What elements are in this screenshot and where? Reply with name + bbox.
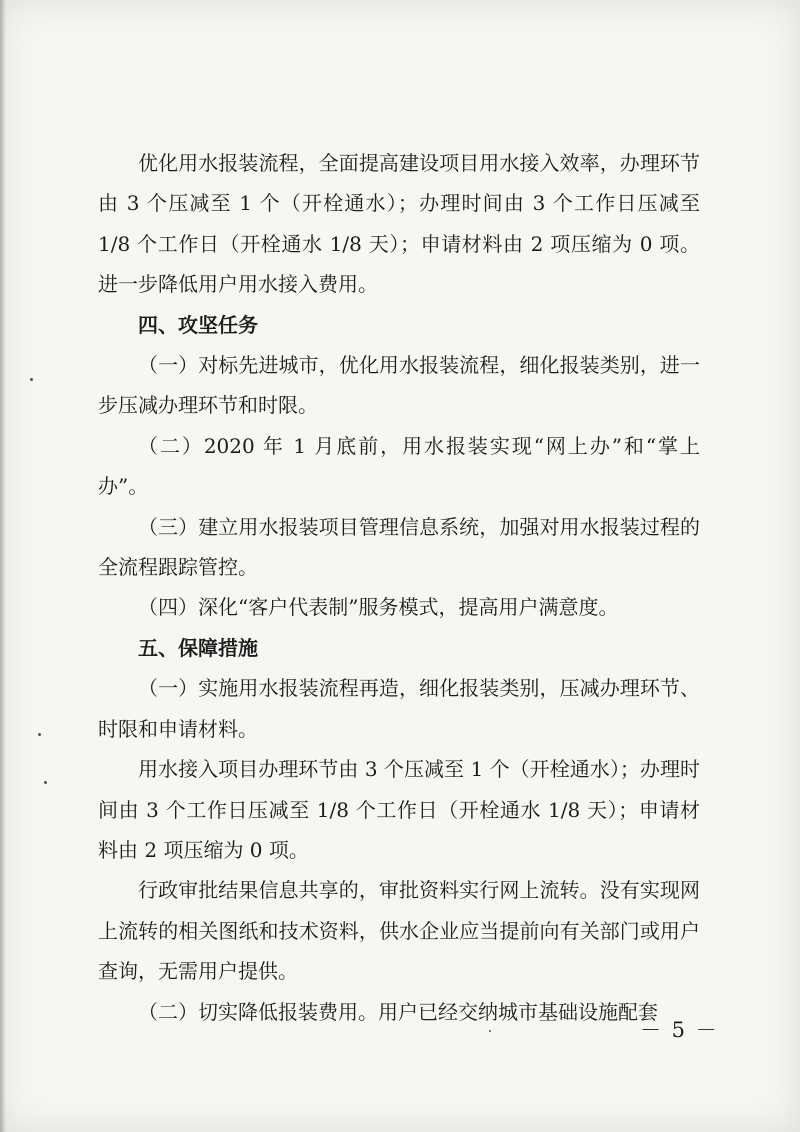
scan-edge-shadow xyxy=(0,0,6,1132)
section-heading-4: 四、攻坚任务 xyxy=(138,312,258,337)
task-item-2: （二）2020 年 1 月底前，用水报装实现“网上办”和“掌上办”。 xyxy=(98,433,700,499)
measure-item-1: （一）实施用水报装流程再造，细化报装类别，压减办理环节、时限和申请材料。 xyxy=(98,676,700,741)
scan-speck xyxy=(489,1030,491,1032)
page-number: － 5 － xyxy=(640,1018,719,1042)
section-heading-5: 五、保障措施 xyxy=(138,635,258,660)
task-item-1: （一）对标先进城市，优化用水报装流程，细化报装类别，进一步压减办理环节和时限。 xyxy=(98,353,700,418)
task-item-3: （三）建立用水报装项目管理信息系统，加强对用水报装过程的全流程跟踪管控。 xyxy=(98,514,700,580)
scan-speck xyxy=(30,378,33,381)
measure-detail-1: 用水接入项目办理环节由 3 个压减至 1 个（开栓通水）；办理时间由 3 个工作日压减至 1/8 个工作日（开栓通水 1/8 天）；申请材料由 2 项压缩为 0 项。 xyxy=(98,757,700,862)
scan-speck xyxy=(44,781,47,784)
measure-detail-2: 行政审批结果信息共享的，审批资料实行网上流转。没有实现网上流转的相关图纸和技术资料，供水企业应当提前向有关部门或用户查询，无需用户提供。 xyxy=(98,878,700,984)
scan-speck xyxy=(38,733,41,736)
document-body xyxy=(98,143,700,1032)
paragraph-intro: 优化用水报装流程，全面提高建设项目用水接入效率，办理环节由 3 个压减至 1 个（开栓通水）；办理时间由 3 个工作日压减至 1/8 个工作日（开栓通水 1/8 天）；申请材料由 2 项压缩为 0 项。进一步降低用户用水接入费用。 xyxy=(98,151,700,297)
measure-item-2: （二）切实降低报装费用。用户已经交纳城市基础设施配套 xyxy=(138,999,658,1024)
task-item-4: （四）深化“客户代表制”服务模式，提高用户满意度。 xyxy=(138,595,619,620)
